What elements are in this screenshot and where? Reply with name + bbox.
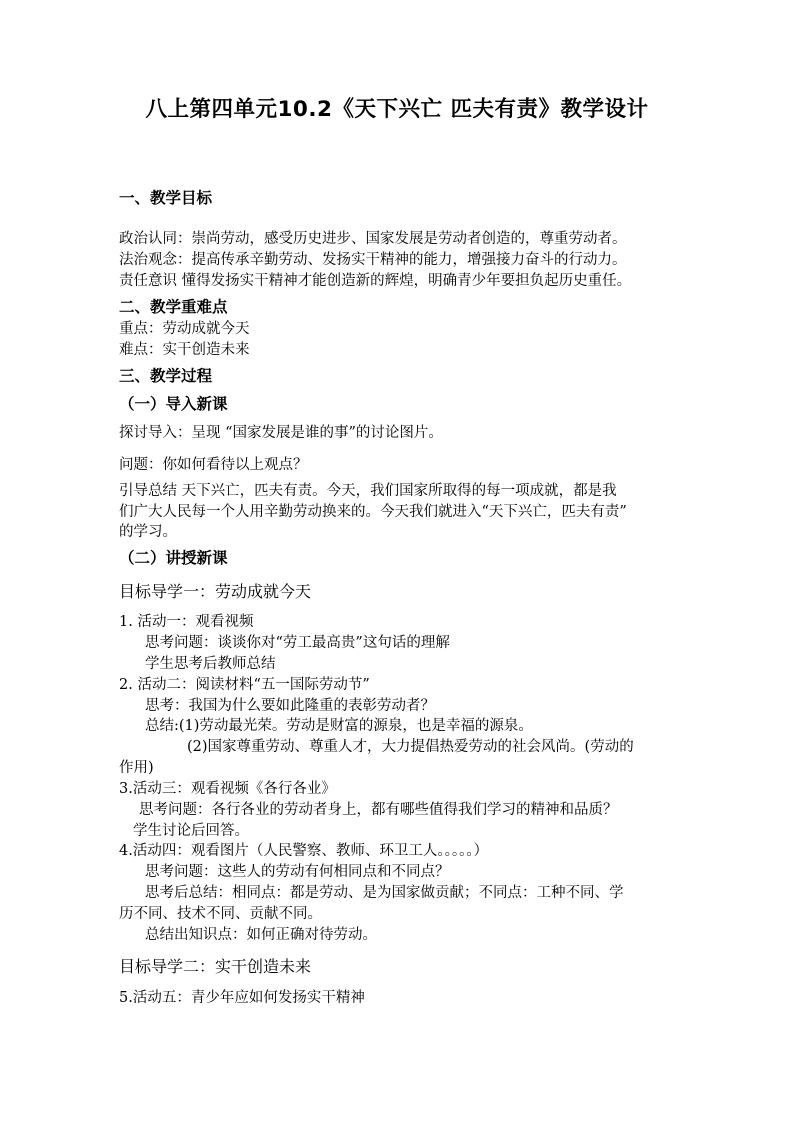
subheading-intro: （一）导入新课 bbox=[119, 395, 228, 413]
intro-question: 问题：你如何看待以上观点？ bbox=[119, 457, 308, 473]
subheading-new-lesson: （二）讲授新课 bbox=[119, 549, 228, 567]
activity-line: 思考：我国为什么要如此隆重的表彰劳动者？ bbox=[145, 698, 435, 714]
activity-line: 思考问题：这些人的劳动有何相同点和不同点？ bbox=[145, 864, 450, 880]
activity-line: (2)国家尊重劳动、尊重人才，大力提倡热爱劳动的社会风尚。(劳动的 bbox=[187, 739, 634, 755]
section-heading-key-points: 二、教学重难点 bbox=[119, 298, 228, 316]
activity-line: 作用) bbox=[119, 760, 154, 776]
activity-line: 历不同、技术不同、贡献不同。 bbox=[119, 906, 322, 922]
activity-line: 思考问题：谈谈你对“劳工最高贵”这句话的理解 bbox=[145, 635, 450, 651]
activity-line: 学生讨论后回答。 bbox=[133, 823, 249, 839]
activity-line: 学生思考后教师总结 bbox=[145, 656, 276, 672]
activity-line: 思考问题：各行各业的劳动者身上，都有哪些值得我们学习的精神和品质？ bbox=[139, 802, 618, 818]
key-point: 重点：劳动成就今天 bbox=[119, 321, 250, 337]
goal-guide-two: 目标导学二：实干创造未来 bbox=[119, 957, 312, 976]
activity-line: 4.活动四：观看图片（人民警察、教师、环卫工人。。。。。） bbox=[119, 843, 489, 859]
intro-summary-line: 们广大人民每一个人用辛勤劳动换来的。今天我们就进入“天下兴亡，匹夫有责” bbox=[119, 504, 627, 520]
intro-summary-line: 引导总结 天下兴亡，匹夫有责。今天，我们国家所取得的每一项成就，都是我 bbox=[119, 483, 617, 499]
activity-line: 总结出知识点：如何正确对待劳动。 bbox=[145, 927, 377, 943]
intro-discussion: 探讨导入：呈现 “国家发展是谁的事”的讨论图片。 bbox=[119, 425, 443, 441]
activity-line: 思考后总结：相同点：都是劳动、是为国家做贡献；不同点：工种不同、学 bbox=[145, 885, 624, 901]
section-heading-teaching-process: 三、教学过程 bbox=[119, 367, 213, 385]
activity-line: 3.活动三：观看视频《各行各业》 bbox=[119, 781, 336, 797]
intro-summary-line: 的学习。 bbox=[119, 524, 177, 540]
goal-guide-one: 目标导学一：劳动成就今天 bbox=[119, 582, 312, 601]
goal-responsibility: 责任意识 懂得发扬实干精神才能创造新的辉煌，明确青少年要担负起历史重任。 bbox=[119, 273, 632, 289]
document-title: 八上第四单元10.2《天下兴亡 匹夫有责》教学设计 bbox=[145, 97, 649, 122]
activity-line: 总结:(1)劳动最光荣。劳动是财富的源泉，也是幸福的源泉。 bbox=[145, 718, 533, 734]
activity-line: 1. 活动一：观看视频 bbox=[119, 614, 254, 630]
section-heading-teaching-goals: 一、教学目标 bbox=[119, 189, 213, 207]
activity-line: 2. 活动二：阅读材料“五一国际劳动节” bbox=[119, 677, 370, 693]
goal-political-identity: 政治认同：崇尚劳动，感受历史进步、国家发展是劳动者创造的，尊重劳动者。 bbox=[119, 231, 627, 247]
activity-five: 5.活动五：青少年应如何发扬实干精神 bbox=[119, 990, 365, 1006]
goal-rule-of-law: 法治观念：提高传承辛勤劳动、发扬实干精神的能力，增强接力奋斗的行动力。 bbox=[119, 252, 627, 268]
difficulty-point: 难点：实干创造未来 bbox=[119, 342, 250, 358]
